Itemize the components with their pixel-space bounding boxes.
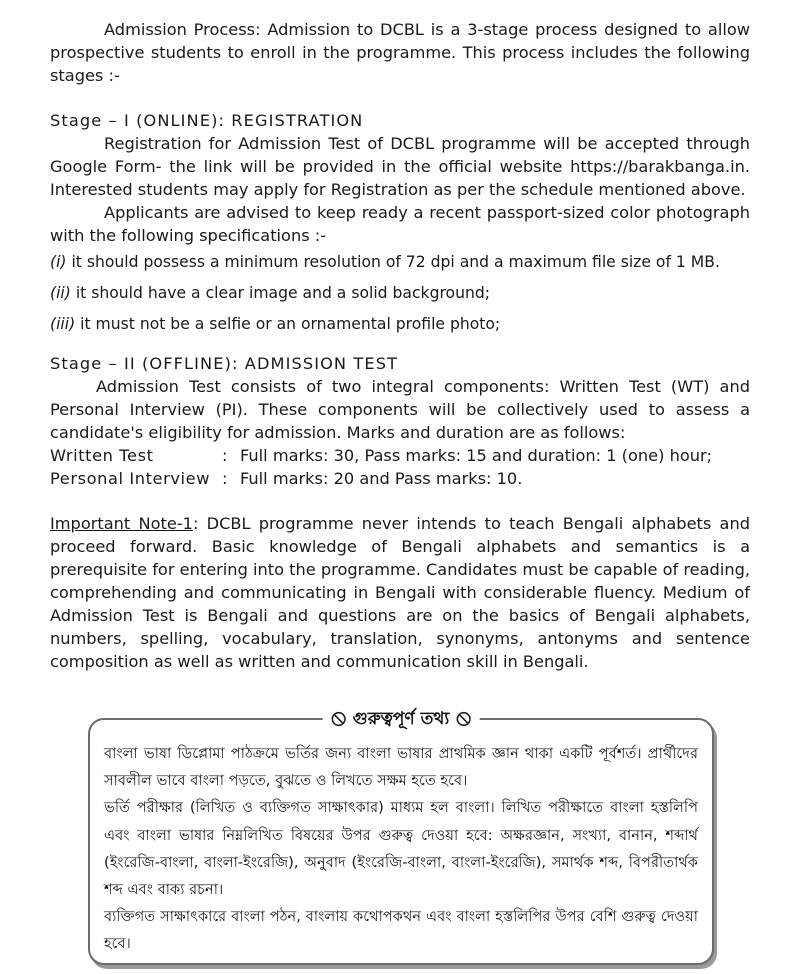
photo-spec-number: (ii) <box>50 284 71 302</box>
stage-1-registration-text: Registration for Admission Test of DCBL programme will be accepted through Google Form- the link will be provided in the official website https://barakbanga.in. Interested students may apply for Registration as per the schedule mentioned above. <box>50 134 750 199</box>
photo-spec-number: (i) <box>50 253 67 271</box>
info-box-title <box>323 707 480 731</box>
photo-spec-number: (iii) <box>50 315 76 333</box>
stage-2-heading: Stage – II (OFFLINE): ADMISSION TEST <box>50 354 399 373</box>
marks-colon: : <box>222 469 228 488</box>
photo-spec-item <box>50 309 750 340</box>
marks-colon: : <box>222 446 228 465</box>
photo-spec-item <box>50 278 750 309</box>
photo-spec-list <box>50 247 750 340</box>
important-note <box>50 512 750 673</box>
document-body <box>50 18 750 673</box>
photo-spec-text: it should have a clear image and a solid background; <box>75 284 490 302</box>
info-box-title-text: গুরুত্বপূর্ণ তথ্য <box>352 709 450 729</box>
photo-spec-text: it must not be a selfie or an ornamental profile photo; <box>80 315 501 333</box>
important-note-text: : DCBL programme never intends to teach Bengali alphabets and proceed forward. Basic knowledge of Bengali alphabets and semantics is a prerequisite for entering into the programme. Candidates must be capable of reading, comprehending and communicating in Bengali with considerable fluency. Medium of Admission Test is Bengali and questions are on the basics of Bengali alphabets, numbers, spelling, vocabulary, translation, synonyms, antonyms and sentence composition as well as written and communication skill in Bengali. <box>50 514 750 671</box>
info-box-paragraph: ব্যক্তিগত সাক্ষাৎকারে বাংলা পঠন, বাংলায় কথোপকথন এবং বাংলা হস্তলিপির উপর বেশি গুরুত্ব দেওয়া হবে। <box>104 908 698 953</box>
stage-1-heading: Stage – I (ONLINE): REGISTRATION <box>50 111 364 130</box>
marks-label: Personal Interview <box>50 469 211 488</box>
stage-2-description: Admission Test consists of two integral components: Written Test (WT) and Personal Interview (PI). These components will be collectively used to assess a candidate's eligibility for admission. Marks and duration are as follows: <box>50 377 750 442</box>
no-symbol-icon <box>331 711 347 727</box>
photo-spec-item <box>50 247 750 278</box>
marks-label: Written Test <box>50 446 154 465</box>
marks-row-personal-interview <box>50 467 750 490</box>
marks-row-written-test <box>50 444 750 467</box>
no-symbol-icon <box>455 711 471 727</box>
stage-1-photo-text: Applicants are advised to keep ready a recent passport-sized color photograph with the following specifications :- <box>50 203 750 245</box>
important-info-box <box>88 709 714 965</box>
important-note-heading: Important Note-1 <box>50 514 193 533</box>
marks-detail: Full marks: 30, Pass marks: 15 and duration: 1 (one) hour; <box>240 446 713 465</box>
marks-table <box>50 444 750 490</box>
info-box-paragraph: বাংলা ভাষা ডিপ্লোমা পাঠক্রমে ভর্তির জন্য বাংলা ভাষার প্রাথমিক জ্ঞান থাকা একটি পূর্বশর্ত। প্রার্থীদের সাবলীল ভাবে বাংলা পড়তে, বুঝতে ও লিখতে সক্ষম হতে হবে। <box>104 745 698 790</box>
admission-intro: Admission Process: Admission to DCBL is a 3-stage process designed to allow prospective students to enroll in the programme. This process includes the following stages :- <box>50 20 750 85</box>
info-box-paragraph: ভর্তি পরীক্ষার (লিখিত ও ব্যক্তিগত সাক্ষাৎকার) মাধ্যম হল বাংলা। লিখিত পরীক্ষাতে বাংলা হস্তলিপি এবং বাংলা ভাষার নিম্নলিখিত বিষয়ের উপর গুরুত্ব দেওয়া হবে: অক্ষরজ্ঞান, সংখ্যা, বানান, শব্দার্থ (ইংরেজি-বাংলা, বাংলা-ইংরেজি), অনুবাদ (ইংরেজি-বাংলা, বাংলা-ইংরেজি), সমার্থক শব্দ, বিপরীতার্থক শব্দ এবং বাক্য রচনা। <box>104 799 698 899</box>
marks-detail: Full marks: 20 and Pass marks: 10. <box>240 469 523 488</box>
photo-spec-text: it should possess a minimum resolution of 72 dpi and a maximum file size of 1 MB. <box>71 253 720 271</box>
info-box-body <box>104 740 698 958</box>
